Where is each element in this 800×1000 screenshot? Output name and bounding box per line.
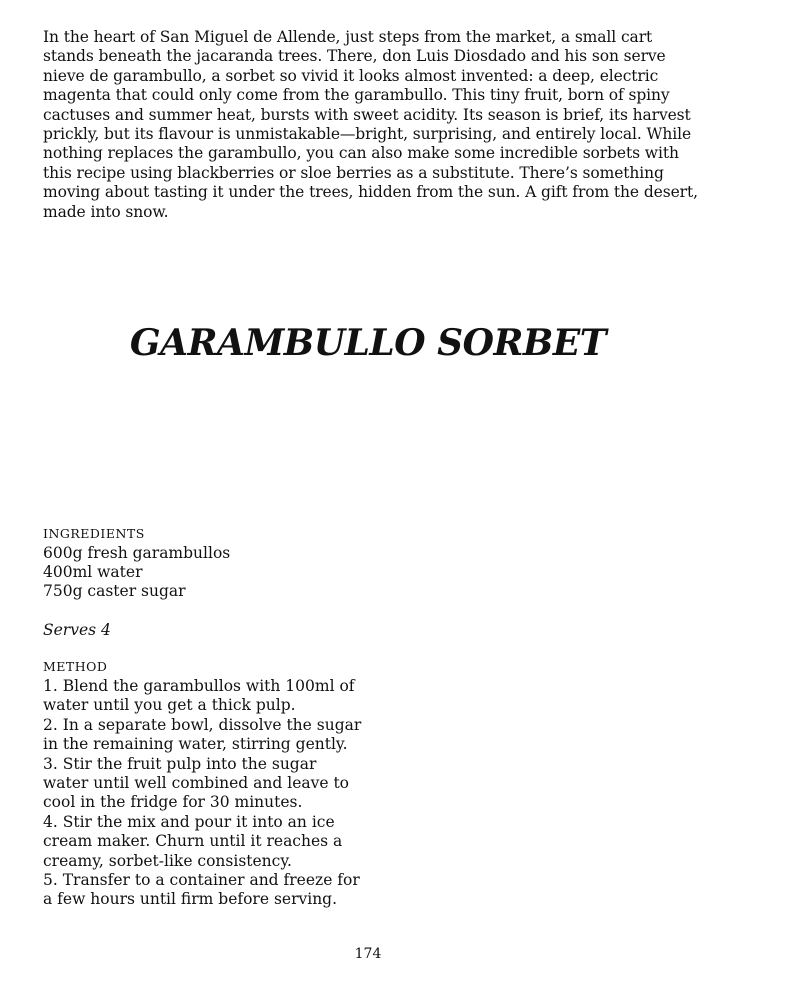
method-section	[43, 659, 363, 910]
ingredient-item: 400ml water	[43, 563, 143, 581]
ingredient-item: 600g fresh garambullos	[43, 544, 231, 562]
recipe-title: GARAMBULLO SORBET	[129, 322, 607, 364]
ingredients-section	[43, 526, 373, 601]
method-step: 3. Stir the fruit pulp into the sugar water until well combined and leave to cool in the fridge for 30 minutes.	[43, 754, 350, 812]
intro-paragraph: In the heart of San Miguel de Allende, just steps from the market, a small cart stands beneath the jacaranda trees. There, don Luis Diosdado and his son serve nieve de garambullo, a sorbet so vivid it looks almost invented: a deep, electric magenta that could only come from the garambullo. This tiny fruit, born of spiny cactuses and summer heat, bursts with sweet acidity. Its season is brief, its harvest prickly, but its flavour is unmistakable—bright, surprising, and entirely local. While nothing replaces the garambullo, you can also make some incredible sorbets with this recipe using blackberries or sloe berries as a substitute. There’s something moving about tasting it under the trees, hidden from the sun. A gift from the desert, made into snow.	[43, 28, 698, 221]
ingredient-item: 750g caster sugar	[43, 582, 186, 600]
page-number: 174	[354, 946, 382, 962]
serves-note: Serves 4	[43, 621, 111, 639]
method-step: 1. Blend the garambullos with 100ml of water until you get a thick pulp.	[43, 677, 355, 715]
method-step: 4. Stir the mix and pour it into an ice cream maker. Churn until it reaches a creamy, sorbet-like consistency.	[43, 812, 343, 870]
method-step: 5. Transfer to a container and freeze for a few hours until firm before serving.	[43, 871, 360, 909]
method-step: 2. In a separate bowl, dissolve the sugar in the remaining water, stirring gently.	[43, 715, 362, 754]
ingredients-heading: INGREDIENTS	[43, 526, 145, 541]
method-heading: METHOD	[43, 659, 108, 674]
